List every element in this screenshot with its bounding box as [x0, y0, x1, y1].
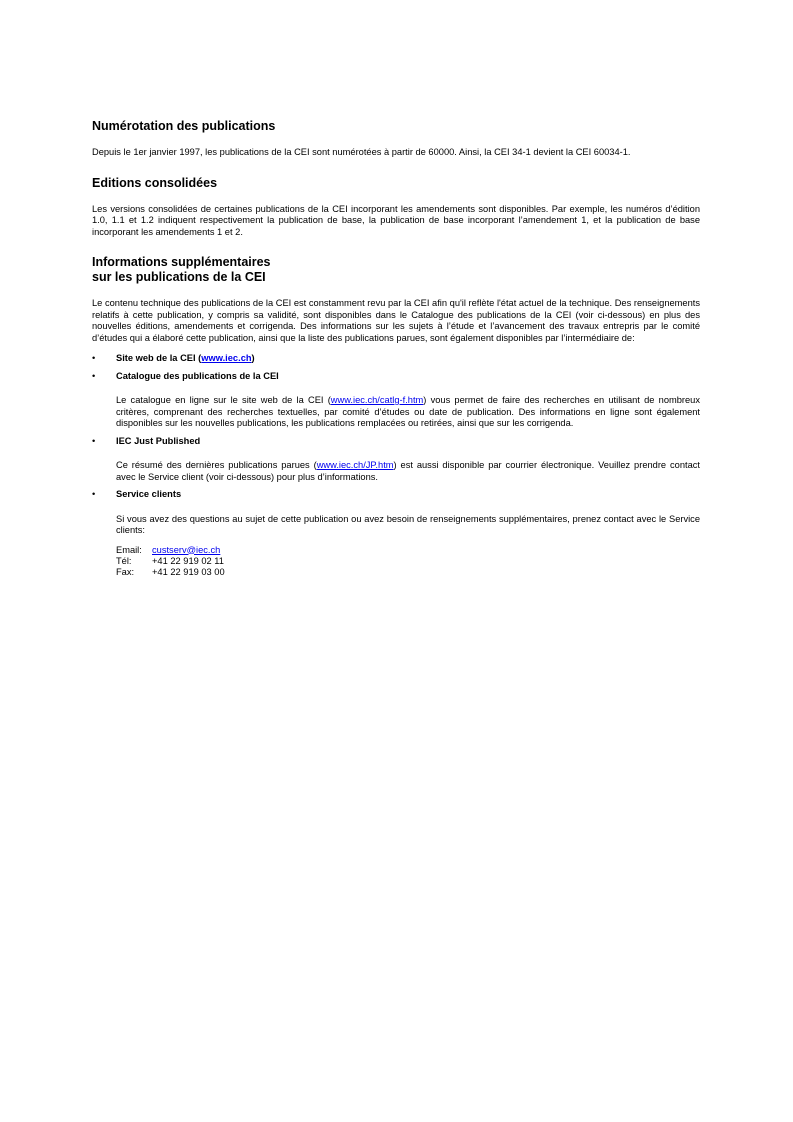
tel-value: +41 22 919 02 11 [152, 555, 224, 566]
document-page [92, 119, 700, 584]
bullet-icon: • [92, 489, 96, 499]
fax-label: Fax: [116, 566, 135, 577]
email-link[interactable]: custserv@iec.ch [152, 544, 221, 555]
just-published-body-prefix: Ce résumé des dernières publications parues ( [116, 460, 317, 470]
list-item-just-published [92, 436, 700, 484]
contact-tel-row [116, 556, 700, 567]
email-label: Email: [116, 544, 142, 555]
info-heading-line2: sur les publications de la CEI [92, 270, 266, 284]
catalogue-link[interactable]: www.iec.ch/catlg-f.htm [330, 395, 424, 405]
catalogue-body-prefix: Le catalogue en ligne sur le site web de la CEI ( [116, 395, 331, 405]
catalogue-body-suffix: ) vous permet de faire des recherches en utilisant de nombreux critères, comprenant des recherches textuelles, par comité d’études ou date de publication. Des informations en ligne sont également disponibles sur les nouvelles publications, les publications remplacées ou retirées, ainsi que sur les corrigenda. [116, 395, 700, 428]
list-item-service [92, 489, 700, 578]
resources-list [92, 353, 700, 578]
service-title: Service clients [116, 489, 182, 499]
contact-fax-row [116, 567, 700, 578]
info-section [92, 255, 700, 578]
info-heading [92, 255, 700, 285]
info-text: Le contenu technique des publications de la CEI est constamment revu par la CEI afin qu'il reflète l'état actuel de la technique. Des renseignements relatifs à cette publication, y compris sa validité, sont disponibles dans le Catalogue des publications de la CEI (voir ci-dessous) en plus des nouvelles éditions, amendements et corrigenda. Des informations sur les sujets à l’étude et l’avancement des travaux entrepris par le comité d’études qui a élaboré cette publication, ainsi que la liste des publications parues, sont également disponibles par l’intermédiaire de: [92, 298, 700, 343]
contact-email-row [116, 545, 700, 556]
list-item-catalogue [92, 371, 700, 430]
numbering-section [92, 119, 700, 159]
tel-label: Tél: [116, 555, 132, 566]
consolidated-heading: Editions consolidées [92, 175, 218, 190]
just-published-link[interactable]: www.iec.ch/JP.htm [316, 460, 394, 470]
just-published-title: IEC Just Published [116, 435, 201, 446]
bullet-icon: • [92, 370, 96, 381]
list-item-website [92, 353, 700, 365]
bullet-icon: • [92, 435, 96, 446]
website-link[interactable]: www.iec.ch [201, 353, 252, 363]
just-published-body [116, 460, 700, 483]
just-published-body-suffix: ) est aussi disponible par courrier électronique. Veuillez prendre contact avec le Service client (voir ci-dessous) pour plus d’informations. [116, 460, 700, 482]
consolidated-section [92, 176, 700, 239]
numbering-text: Depuis le 1er janvier 1997, les publications de la CEI sont numérotées à partir de 60000. Ainsi, la CEI 34-1 devient la CEI 60034-1. [92, 147, 631, 157]
consolidated-text: Les versions consolidées de certaines publications de la CEI incorporant les amendements sont disponibles. Par exemple, les numéros d’édition 1.0, 1.1 et 1.2 indiquent respectivement la publication de base, la publication de base incorporant l’amendement 1, et la publication de base incorporant les amendements 1 et 2. [92, 203, 700, 237]
service-body: Si vous avez des questions au sujet de cette publication ou avez besoin de renseignements supplémentaires, prenez contact avec le Service clients: [116, 513, 700, 535]
website-title [116, 353, 700, 365]
website-title-suffix: ) [251, 353, 255, 363]
bullet-icon: • [92, 353, 96, 363]
catalogue-body [116, 395, 700, 430]
website-title-prefix: Site web de la CEI ( [116, 353, 202, 363]
contact-block [116, 545, 700, 578]
fax-value: +41 22 919 03 00 [152, 566, 225, 577]
numbering-heading: Numérotation des publications [92, 119, 276, 133]
catalogue-title: Catalogue des publications de la CEI [116, 370, 279, 381]
info-heading-line1: Informations supplémentaires [92, 255, 271, 269]
